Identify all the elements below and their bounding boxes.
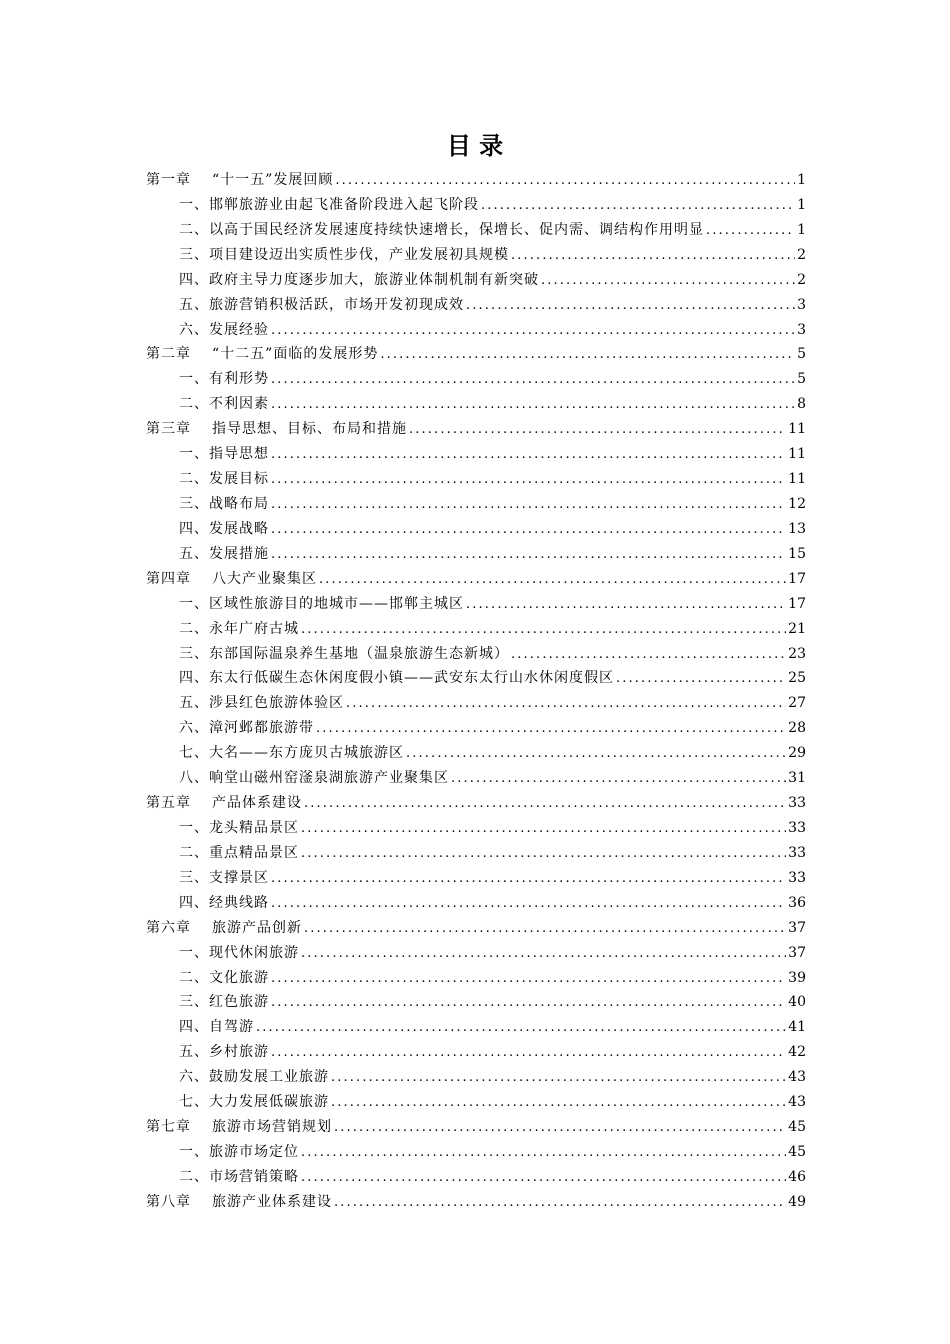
toc-entry-number: 二、 <box>179 221 209 238</box>
toc-section-entry[interactable] <box>146 816 806 841</box>
toc-entry-title: 发展经验 <box>209 321 269 338</box>
toc-page-number: 12 <box>788 495 806 512</box>
toc-entry-heading <box>179 467 269 492</box>
toc-entry-heading <box>179 592 464 617</box>
toc-entry-heading <box>146 168 333 193</box>
toc-entry-heading <box>146 916 302 941</box>
toc-entry-number: 三、 <box>179 645 209 662</box>
toc-entry-heading <box>179 318 269 343</box>
toc-entry-number: 三、 <box>179 246 209 263</box>
toc-entry-title: 战略布局 <box>209 495 269 512</box>
toc-chapter-entry[interactable] <box>146 1190 806 1215</box>
toc-section-entry[interactable] <box>146 1140 806 1165</box>
toc-entry-number: 四、 <box>179 670 209 687</box>
dot-leader <box>301 841 786 867</box>
toc-page-number: 8 <box>797 396 806 413</box>
toc-entry-number: 八、 <box>179 770 209 787</box>
toc-page-number: 1 <box>797 196 806 213</box>
toc-entry-number: 二、 <box>179 844 209 861</box>
dot-leader <box>335 168 795 194</box>
toc-entry-number: 一、 <box>179 371 209 388</box>
toc-section-entry[interactable] <box>146 617 806 642</box>
toc-section-entry[interactable] <box>146 243 806 268</box>
toc-entry-title: 八大产业聚集区 <box>212 570 317 587</box>
toc-entry-heading <box>179 492 269 517</box>
toc-entry-heading <box>179 268 539 293</box>
toc-entry-title: 永年广府古城 <box>209 620 299 637</box>
toc-entry-heading <box>179 691 344 716</box>
dot-leader <box>706 218 795 244</box>
toc-entry-heading <box>179 1090 329 1115</box>
toc-entry-number: 第四章 <box>146 570 191 587</box>
dot-leader <box>380 342 795 368</box>
toc-entry-heading <box>179 392 269 417</box>
toc-entry-title: 有利形势 <box>209 371 269 388</box>
toc-entry-title: 文化旅游 <box>209 969 269 986</box>
dot-leader <box>271 990 786 1016</box>
toc-entry-heading <box>179 666 614 691</box>
toc-page-number: 11 <box>788 471 806 488</box>
toc-section-entry[interactable] <box>146 866 806 891</box>
dot-leader <box>406 741 786 767</box>
toc-entry-number: 六、 <box>179 321 209 338</box>
toc-entry-heading <box>179 841 299 866</box>
toc-entry-number: 一、 <box>179 819 209 836</box>
toc-entry-number: 第五章 <box>146 795 191 812</box>
toc-entry-heading <box>146 342 378 367</box>
toc-page-number: 11 <box>788 446 806 463</box>
toc-section-entry[interactable] <box>146 1040 806 1065</box>
toc-entry-heading <box>179 1165 299 1190</box>
toc-entry-title: 项目建设迈出实质性步伐，产业发展初具规模 <box>209 246 509 263</box>
toc-entry-title: 旅游产业体系建设 <box>212 1193 332 1210</box>
toc-entry-number: 四、 <box>179 894 209 911</box>
toc-page-number: 29 <box>788 745 806 762</box>
toc-entry-title: 漳河邺都旅游带 <box>209 720 314 737</box>
dot-leader <box>271 492 786 518</box>
toc-entry-heading <box>179 193 479 218</box>
toc-entry-title: 旅游市场营销规划 <box>212 1119 332 1136</box>
toc-section-entry[interactable] <box>146 392 806 417</box>
toc-entry-heading <box>179 642 509 667</box>
dot-leader <box>331 1065 786 1091</box>
toc-section-entry[interactable] <box>146 741 806 766</box>
table-of-contents <box>146 168 806 1215</box>
dot-leader <box>346 691 786 717</box>
toc-entry-number: 二、 <box>179 969 209 986</box>
toc-chapter-entry[interactable] <box>146 342 806 367</box>
dot-leader <box>541 268 795 294</box>
toc-page-number: 33 <box>788 795 806 812</box>
toc-entry-title: 响堂山磁州窑滏泉湖旅游产业聚集区 <box>209 770 449 787</box>
toc-page-number: 25 <box>788 670 806 687</box>
toc-entry-heading <box>179 1065 329 1090</box>
dot-leader <box>304 791 786 817</box>
toc-entry-heading <box>146 791 302 816</box>
toc-page-number: 36 <box>788 894 806 911</box>
toc-section-entry[interactable] <box>146 666 806 691</box>
toc-section-entry[interactable] <box>146 542 806 567</box>
toc-entry-number: 一、 <box>179 196 209 213</box>
toc-entry-title: 现代休闲旅游 <box>209 944 299 961</box>
toc-entry-title: 东太行低碳生态休闲度假小镇——武安东太行山水休闲度假区 <box>209 670 614 687</box>
toc-entry-number: 第三章 <box>146 421 191 438</box>
toc-entry-number: 二、 <box>179 620 209 637</box>
toc-entry-number: 第二章 <box>146 346 191 363</box>
toc-page-number: 5 <box>797 371 806 388</box>
toc-section-entry[interactable] <box>146 367 806 392</box>
toc-entry-title: 邯郸旅游业由起飞准备阶段进入起飞阶段 <box>209 196 479 213</box>
toc-chapter-entry[interactable] <box>146 417 806 442</box>
toc-entry-heading <box>179 816 299 841</box>
dot-leader <box>271 517 786 543</box>
toc-section-entry[interactable] <box>146 716 806 741</box>
toc-page-number: 1 <box>797 221 806 238</box>
toc-page-number: 17 <box>788 570 806 587</box>
dot-leader <box>271 1040 786 1066</box>
toc-section-entry[interactable] <box>146 766 806 791</box>
toc-entry-title: 自驾游 <box>209 1019 254 1036</box>
toc-entry-title: 支撑景区 <box>209 869 269 886</box>
toc-section-entry[interactable] <box>146 467 806 492</box>
toc-entry-number: 六、 <box>179 720 209 737</box>
dot-leader <box>301 1140 786 1166</box>
toc-entry-number: 六、 <box>179 1069 209 1086</box>
toc-entry-heading <box>179 542 269 567</box>
toc-entry-number: 一、 <box>179 446 209 463</box>
dot-leader <box>256 1015 786 1041</box>
toc-entry-heading <box>179 293 464 318</box>
dot-leader <box>271 966 786 992</box>
dot-leader <box>271 891 786 917</box>
dot-leader <box>304 916 786 942</box>
toc-entry-heading <box>179 1015 254 1040</box>
toc-page-number: 46 <box>788 1168 806 1185</box>
toc-entry-number: 七、 <box>179 1094 209 1111</box>
toc-page-number: 49 <box>788 1193 806 1210</box>
toc-page-number: 1 <box>797 172 806 188</box>
toc-entry-title: 旅游市场定位 <box>209 1143 299 1160</box>
dot-leader <box>301 617 786 643</box>
toc-entry-title: 产品体系建设 <box>212 795 302 812</box>
toc-section-entry[interactable] <box>146 318 806 343</box>
toc-section-entry[interactable] <box>146 218 806 243</box>
dot-leader <box>616 666 786 692</box>
toc-entry-title: 指导思想、目标、布局和措施 <box>212 421 407 438</box>
dot-leader <box>451 766 786 792</box>
dot-leader <box>316 716 786 742</box>
toc-entry-heading <box>179 941 299 966</box>
toc-entry-title: 政府主导力度逐步加大，旅游业体制机制有新突破 <box>209 271 539 288</box>
toc-section-entry[interactable] <box>146 293 806 318</box>
toc-entry-heading <box>179 891 269 916</box>
toc-page-number: 11 <box>788 421 806 438</box>
toc-section-entry[interactable] <box>146 841 806 866</box>
page-title: 目 录 <box>446 131 504 160</box>
toc-section-entry[interactable] <box>146 642 806 667</box>
toc-entry-number: 四、 <box>179 520 209 537</box>
dot-leader <box>271 442 786 468</box>
toc-entry-number: 五、 <box>179 545 209 562</box>
toc-entry-title: 经典线路 <box>209 894 269 911</box>
toc-entry-title: 东部国际温泉养生基地（温泉旅游生态新城） <box>209 645 509 662</box>
toc-entry-title: “十一五”发展回顾 <box>212 172 334 188</box>
toc-entry-heading <box>179 990 269 1015</box>
dot-leader <box>271 542 786 568</box>
dot-leader <box>409 417 786 443</box>
toc-entry-heading <box>179 766 449 791</box>
toc-page-number: 21 <box>788 620 806 637</box>
toc-page-number: 43 <box>788 1069 806 1086</box>
toc-entry-number: 七、 <box>179 745 209 762</box>
dot-leader <box>466 293 795 319</box>
toc-entry-title: 发展措施 <box>209 545 269 562</box>
toc-section-entry[interactable] <box>146 592 806 617</box>
toc-entry-number: 第一章 <box>146 172 191 188</box>
toc-entry-heading <box>179 866 269 891</box>
toc-page-number: 42 <box>788 1044 806 1061</box>
toc-page-number: 39 <box>788 969 806 986</box>
toc-page-number: 41 <box>788 1019 806 1036</box>
dot-leader <box>271 318 795 344</box>
toc-page-number: 43 <box>788 1094 806 1111</box>
toc-page-number: 28 <box>788 720 806 737</box>
toc-chapter-entry[interactable] <box>146 168 806 193</box>
toc-entry-number: 三、 <box>179 869 209 886</box>
dot-leader <box>271 367 795 393</box>
toc-section-entry[interactable] <box>146 1065 806 1090</box>
toc-section-entry[interactable] <box>146 1090 806 1115</box>
dot-leader <box>481 193 795 219</box>
dot-leader <box>301 1165 786 1191</box>
toc-entry-number: 四、 <box>179 1019 209 1036</box>
dot-leader <box>334 1115 786 1141</box>
toc-entry-title: 旅游营销积极活跃，市场开发初现成效 <box>209 296 464 313</box>
toc-page-number: 33 <box>788 844 806 861</box>
toc-entry-title: 大名——东方庞贝古城旅游区 <box>209 745 404 762</box>
toc-entry-heading <box>146 567 317 592</box>
toc-entry-number: 二、 <box>179 1168 209 1185</box>
toc-page-number: 40 <box>788 994 806 1011</box>
toc-page-number: 17 <box>788 595 806 612</box>
toc-section-entry[interactable] <box>146 891 806 916</box>
toc-page-number: 45 <box>788 1119 806 1136</box>
toc-entry-number: 五、 <box>179 695 209 712</box>
toc-entry-heading <box>179 716 314 741</box>
toc-page-number: 33 <box>788 869 806 886</box>
toc-entry-number: 五、 <box>179 296 209 313</box>
dot-leader <box>466 592 786 618</box>
toc-section-entry[interactable] <box>146 193 806 218</box>
toc-entry-heading <box>179 243 509 268</box>
toc-entry-title: 发展目标 <box>209 471 269 488</box>
toc-entry-heading <box>179 1040 269 1065</box>
toc-entry-number: 二、 <box>179 396 209 413</box>
toc-page-number: 5 <box>797 346 806 363</box>
toc-entry-number: 第八章 <box>146 1193 191 1210</box>
dot-leader <box>271 866 786 892</box>
dot-leader <box>331 1090 786 1116</box>
toc-entry-title: 重点精品景区 <box>209 844 299 861</box>
toc-entry-heading <box>179 442 269 467</box>
toc-page-number: 2 <box>797 246 806 263</box>
toc-chapter-entry[interactable] <box>146 791 806 816</box>
toc-entry-heading <box>179 741 404 766</box>
toc-page-number: 3 <box>797 296 806 313</box>
toc-section-entry[interactable] <box>146 966 806 991</box>
toc-page-number: 33 <box>788 819 806 836</box>
toc-chapter-entry[interactable] <box>146 916 806 941</box>
toc-page-number: 37 <box>788 919 806 936</box>
toc-section-entry[interactable] <box>146 941 806 966</box>
toc-entry-heading <box>146 417 407 442</box>
toc-page-number: 31 <box>788 770 806 787</box>
toc-entry-number: 一、 <box>179 944 209 961</box>
toc-entry-heading <box>179 617 299 642</box>
toc-section-entry[interactable] <box>146 442 806 467</box>
toc-entry-title: 旅游产品创新 <box>212 919 302 936</box>
toc-section-entry[interactable] <box>146 517 806 542</box>
toc-entry-title: 红色旅游 <box>209 994 269 1011</box>
toc-section-entry[interactable] <box>146 492 806 517</box>
toc-entry-title: 指导思想 <box>209 446 269 463</box>
toc-page-number: 3 <box>797 321 806 338</box>
toc-page-number: 2 <box>797 271 806 288</box>
toc-entry-title: 市场营销策略 <box>209 1168 299 1185</box>
toc-entry-heading <box>179 367 269 392</box>
toc-page-number: 23 <box>788 645 806 662</box>
toc-chapter-entry[interactable] <box>146 567 806 592</box>
toc-entry-number: 第六章 <box>146 919 191 936</box>
toc-chapter-entry[interactable] <box>146 1115 806 1140</box>
toc-section-entry[interactable] <box>146 268 806 293</box>
toc-entry-number: 一、 <box>179 1143 209 1160</box>
toc-entry-number: 第七章 <box>146 1119 191 1136</box>
toc-entry-number: 三、 <box>179 495 209 512</box>
toc-page-number: 45 <box>788 1143 806 1160</box>
toc-entry-title: 鼓励发展工业旅游 <box>209 1069 329 1086</box>
toc-entry-heading <box>179 1140 299 1165</box>
dot-leader <box>334 1190 786 1216</box>
toc-section-entry[interactable] <box>146 1015 806 1040</box>
toc-page-number: 15 <box>788 545 806 562</box>
toc-entry-title: 龙头精品景区 <box>209 819 299 836</box>
dot-leader <box>301 816 786 842</box>
toc-entry-heading <box>179 517 269 542</box>
toc-entry-number: 二、 <box>179 471 209 488</box>
toc-entry-heading <box>179 218 704 243</box>
dot-leader <box>271 392 795 418</box>
toc-page-number: 27 <box>788 695 806 712</box>
toc-entry-heading <box>146 1115 332 1140</box>
toc-entry-title: 以高于国民经济发展速度持续快速增长，保增长、促内需、调结构作用明显 <box>209 221 704 238</box>
toc-entry-title: 乡村旅游 <box>209 1044 269 1061</box>
toc-page-number: 13 <box>788 520 806 537</box>
toc-entry-number: 三、 <box>179 994 209 1011</box>
toc-entry-heading <box>146 1190 332 1215</box>
dot-leader <box>271 467 786 493</box>
toc-entry-number: 四、 <box>179 271 209 288</box>
toc-entry-number: 五、 <box>179 1044 209 1061</box>
toc-entry-title: 区域性旅游目的地城市——邯郸主城区 <box>209 595 464 612</box>
dot-leader <box>511 642 786 668</box>
toc-entry-title: 不利因素 <box>209 396 269 413</box>
toc-entry-title: “十二五”面临的发展形势 <box>212 346 379 363</box>
toc-entry-title: 发展战略 <box>209 520 269 537</box>
toc-section-entry[interactable] <box>146 691 806 716</box>
dot-leader <box>301 941 786 967</box>
toc-entry-heading <box>179 966 269 991</box>
toc-entry-title: 大力发展低碳旅游 <box>209 1094 329 1111</box>
dot-leader <box>511 243 795 269</box>
toc-section-entry[interactable] <box>146 990 806 1015</box>
toc-entry-number: 一、 <box>179 595 209 612</box>
toc-section-entry[interactable] <box>146 1165 806 1190</box>
dot-leader <box>319 567 786 593</box>
toc-entry-title: 涉县红色旅游体验区 <box>209 695 344 712</box>
toc-page-number: 37 <box>788 944 806 961</box>
